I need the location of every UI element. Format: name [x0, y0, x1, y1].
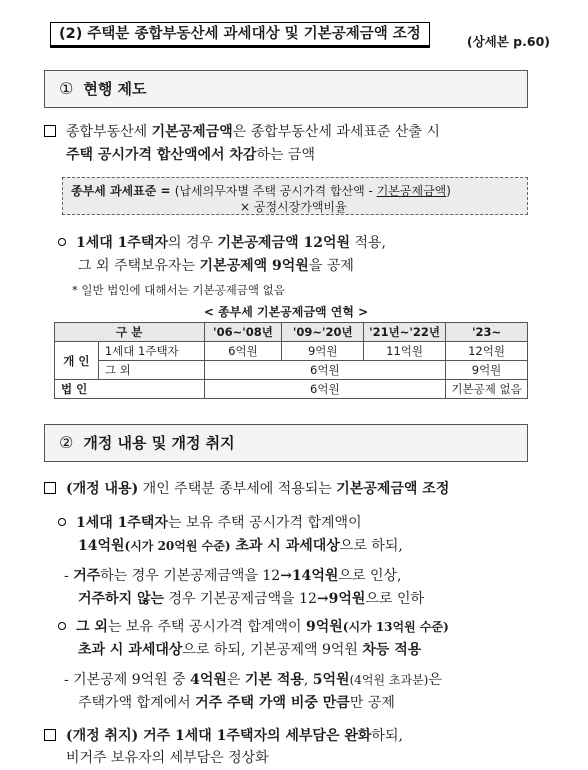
table-group-label: 개 인 — [55, 342, 99, 380]
page-title: (2) 주택분 종합부동산세 과세대상 및 기본공제금액 조정 — [50, 22, 430, 48]
revision-purpose-line-2: 비거주 보유자의 세부담은 정상화 — [66, 750, 269, 766]
table-row-label: 법 인 — [55, 380, 205, 399]
table-cell: 9억원 — [446, 361, 528, 380]
deduction-history-table — [54, 322, 528, 399]
section-label: 현행 제도 — [83, 80, 147, 98]
table-row — [55, 342, 528, 361]
circle-bullet-icon — [58, 518, 66, 526]
other-owner-rule-line-1: 그 외는 보유 주택 공시가격 합계액이 9억원(시가 13억원 수준) — [58, 617, 449, 637]
title-row — [50, 22, 550, 50]
tax-base-formula-box — [62, 177, 528, 215]
table-row — [55, 361, 528, 380]
section-current-system-header — [44, 70, 528, 108]
table-cell: 6억원 — [204, 361, 446, 380]
table-caption: < 종부세 기본공제금액 연혁 > — [203, 305, 369, 319]
table-header-cell: '09~'20년 — [282, 323, 364, 342]
one-house-rule-line-1: 1세대 1주택자는 보유 주택 공시가격 합계액이 — [58, 513, 362, 533]
residence-rule-line-2: 거주하지 않는 경우 기본공제금액을 12→9억원으로 인하 — [78, 591, 424, 607]
table-cell: 6억원 — [204, 342, 282, 361]
page-reference: (상세본 p.60) — [466, 34, 550, 49]
square-bullet-icon — [44, 729, 56, 741]
formula-line-2: × 공정시장가액비율 — [240, 200, 347, 214]
footnote: * 일반 법인에 대해서는 기본공제금액 없음 — [72, 283, 285, 297]
square-bullet-icon — [44, 482, 56, 494]
definition-line-1: 종합부동산세 기본공제금액은 종합부동산세 과세표준 산출 시 — [44, 122, 440, 142]
formula-line-1: 종부세 과세표준 = (납세의무자별 주택 공시가격 합산액 - 기본공제금액) — [71, 184, 451, 198]
split-deduction-line-2: 주택가액 합계에서 거주 주택 가액 비중 만큼만 공제 — [78, 695, 395, 711]
table-cell: 6억원 — [204, 380, 446, 399]
other-owner-rule-line-2: 초과 시 과세대상으로 하되, 기본공제액 9억원 차등 적용 — [78, 642, 422, 658]
table-header-cell: 구 분 — [55, 323, 205, 342]
table-row-label: 그 외 — [98, 361, 204, 380]
table-header-cell: '06~'08년 — [204, 323, 282, 342]
table-cell: 11억원 — [364, 342, 446, 361]
circle-bullet-icon — [58, 622, 66, 630]
split-deduction-line-1: - 기본공제 9억원 중 4억원은 기본 적용, 5억원(4억원 초과분)은 — [64, 672, 442, 688]
square-bullet-icon — [44, 125, 56, 137]
table-row-label: 1세대 1주택자 — [98, 342, 204, 361]
section-number: ② — [59, 433, 74, 452]
deduction-rule-line-1: 1세대 1주택자의 경우 기본공제금액 12억원 적용, — [58, 233, 386, 253]
circle-bullet-icon — [58, 238, 66, 246]
residence-rule-line-1: - 거주하는 경우 기본공제금액을 12→14억원으로 인상, — [64, 568, 402, 584]
section-label: 개정 내용 및 개정 취지 — [83, 434, 235, 452]
one-house-rule-line-2: 14억원(시가 20억원 수준) 초과 시 과세대상으로 하되, — [78, 538, 403, 554]
table-cell: 기본공제 없음 — [446, 380, 528, 399]
table-row — [55, 380, 528, 399]
table-header-cell: '23~ — [446, 323, 528, 342]
revision-content-line: (개정 내용) 개인 주택분 종부세에 적용되는 기본공제금액 조정 — [44, 479, 449, 499]
deduction-rule-line-2: 그 외 주택보유자는 기본공제액 9억원을 공제 — [78, 258, 354, 274]
definition-line-2: 주택 공시가격 합산액에서 차감하는 금액 — [66, 147, 315, 163]
section-number: ① — [59, 79, 74, 98]
table-header-row — [55, 323, 528, 342]
section-revision-header — [44, 424, 528, 462]
table-cell: 12억원 — [446, 342, 528, 361]
table-header-cell: '21년~'22년 — [364, 323, 446, 342]
revision-purpose-line-1: (개정 취지) 거주 1세대 1주택자의 세부담은 완화하되, — [44, 726, 403, 746]
table-cell: 9억원 — [282, 342, 364, 361]
